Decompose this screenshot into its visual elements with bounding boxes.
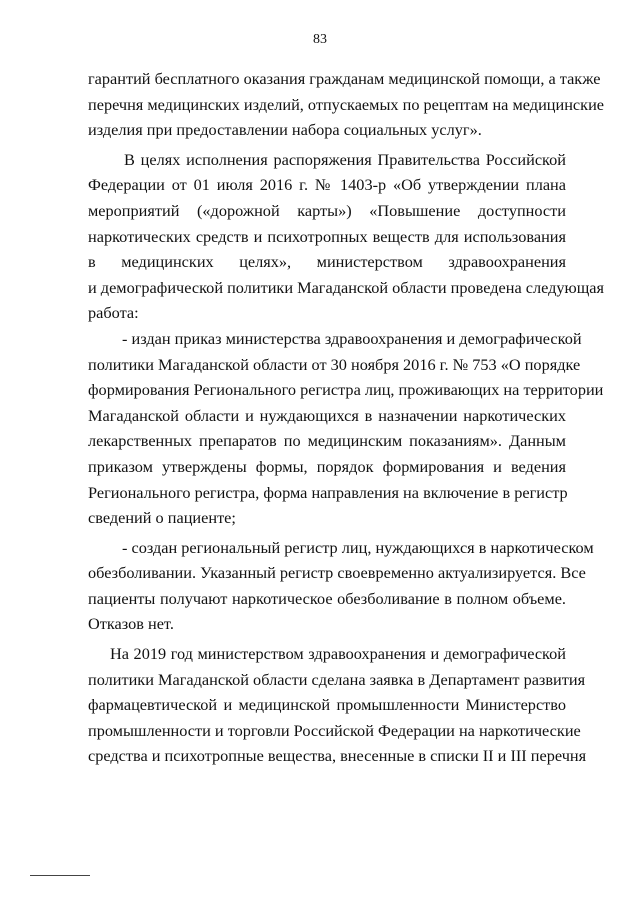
text-line: Регионального регистра, форма направления на включение в регистр [88, 482, 568, 502]
text-line: средства и психотропные вещества, внесенные в списки II и III перечня [88, 746, 587, 766]
text-line: Отказов нет. [88, 614, 174, 634]
text-line: Магаданской области и нуждающихся в назначении наркотических [88, 405, 566, 425]
text-line: промышленности и торговли Российской Федерации на наркотические [88, 720, 581, 740]
text-line: политики Магаданской области от 30 ноября 2016 г. № 753 «О порядке [88, 354, 581, 374]
text-line: наркотических средств и психотропных веществ для использования [88, 226, 566, 246]
text-line: Федерации от 01 июля 2016 г. № 1403-р «Об утверждении плана [88, 175, 566, 195]
text-line: гарантий бесплатного оказания гражданам медицинской помощи, а также [88, 69, 601, 88]
text-line: лекарственных препаратов по медицинским показаниям». Данным [88, 431, 566, 451]
footnote-divider [30, 875, 90, 876]
text-line: работа: [88, 303, 139, 323]
text-line: изделия при предоставлении набора социальных услуг». [88, 120, 482, 140]
text-line: фармацевтической и медицинской промышленности Министерство [88, 695, 566, 715]
text-line: пациенты получают наркотическое обезболивание в полном объеме. [88, 588, 566, 608]
text-line: - издан приказ министерства здравоохранения и демографической [122, 328, 582, 348]
text-line: формирования Регионального регистра лиц, проживающих на территории [88, 380, 604, 400]
text-line: В целях исполнения распоряжения Правительства Российской [124, 149, 566, 169]
text-line: и демографической политики Магаданской области проведена следующая [88, 277, 604, 297]
text-line: сведений о пациенте; [88, 508, 236, 528]
page-number: 83 [313, 32, 327, 47]
document-body [88, 66, 605, 769]
text-line: приказом утверждены формы, порядок формирования и ведения [88, 456, 566, 476]
text-line: политики Магаданской области сделана заявка в Департамент развития [88, 669, 586, 689]
text-line: перечня медицинских изделий, отпускаемых по рецептам на медицинские [88, 94, 605, 114]
text-line: - создан региональный регистр лиц, нуждающихся в наркотическом [122, 537, 594, 557]
text-line: в медицинских целях», министерством здравоохранения [88, 252, 566, 272]
text-line: На 2019 год министерством здравоохранения и демографической [110, 644, 566, 664]
text-line: обезболивании. Указанный регистр своевременно актуализируется. Все [88, 563, 586, 583]
text-line: мероприятий («дорожной карты») «Повышение доступности [88, 200, 566, 220]
